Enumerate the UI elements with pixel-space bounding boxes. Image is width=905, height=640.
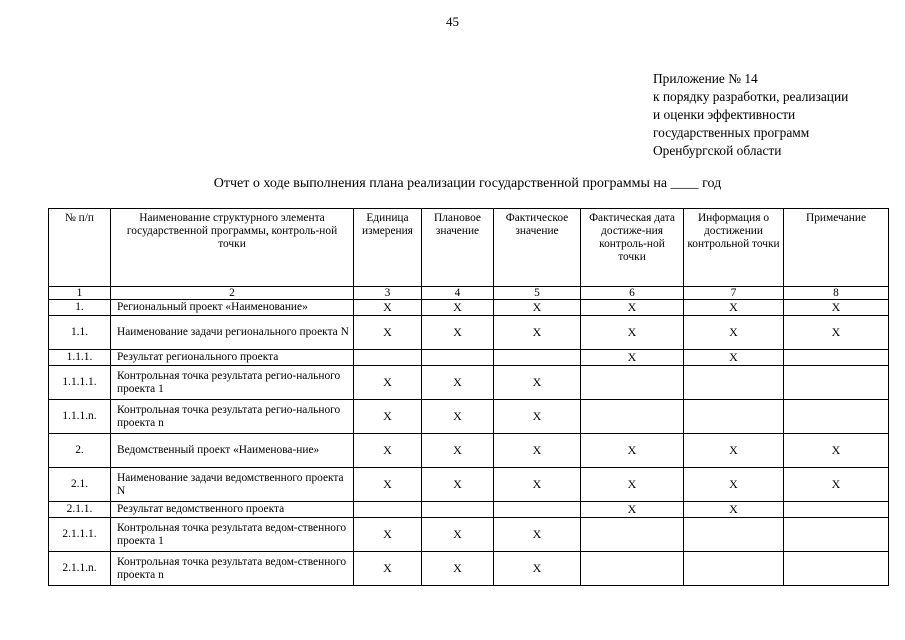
cell-planned [422,502,494,518]
cell-actual-date [581,400,684,434]
cell-actual-date: X [581,468,684,502]
cell-actual-date [581,518,684,552]
appendix-line: Оренбургской области [653,143,782,158]
cell-planned: X [422,366,494,400]
row-name: Контрольная точка результата ведом-ственного проекта n [111,552,354,586]
row-number: 2.1.1.n. [49,552,111,586]
row-number: 1.1.1.n. [49,400,111,434]
appendix-line: к порядку разработки, реализации [653,89,849,104]
cell-planned: X [422,300,494,316]
cell-actual: X [494,468,581,502]
cell-info: X [684,434,784,468]
cell-unit: X [354,300,422,316]
header-cell: Наименование структурного элемента государственной программы, контроль-ной точки [111,209,354,287]
row-name: Наименование задачи ведомственного проекта N [111,468,354,502]
column-number: 4 [422,287,494,300]
column-number: 6 [581,287,684,300]
appendix-line: Приложение № 14 [653,71,758,86]
row-number: 1. [49,300,111,316]
cell-note [784,502,889,518]
row-number: 1.1.1.1. [49,366,111,400]
page-number: 45 [446,14,459,29]
cell-note [784,366,889,400]
column-number: 5 [494,287,581,300]
table-row [49,366,889,400]
cell-actual-date: X [581,350,684,366]
report-table [48,208,889,586]
column-number: 1 [49,287,111,300]
cell-actual-date [581,552,684,586]
cell-actual: X [494,316,581,350]
column-number: 7 [684,287,784,300]
row-number: 1.1.1. [49,350,111,366]
cell-note [784,552,889,586]
cell-planned: X [422,468,494,502]
cell-planned: X [422,400,494,434]
table-row [49,502,889,518]
cell-info [684,400,784,434]
cell-note [784,400,889,434]
table-row [49,316,889,350]
table-row [49,468,889,502]
appendix-block [653,70,903,160]
cell-note: X [784,468,889,502]
row-name: Результат ведомственного проекта [111,502,354,518]
cell-unit: X [354,518,422,552]
row-name: Наименование задачи регионального проекта N [111,316,354,350]
cell-planned: X [422,316,494,350]
column-number-row [49,287,889,300]
cell-actual-date: X [581,502,684,518]
cell-unit: X [354,552,422,586]
row-name: Ведомственный проект «Наименова-ние» [111,434,354,468]
row-name: Контрольная точка результата регио-нального проекта n [111,400,354,434]
cell-note [784,518,889,552]
cell-actual: X [494,434,581,468]
cell-unit [354,502,422,518]
header-cell: Единица измерения [354,209,422,287]
cell-actual: X [494,552,581,586]
column-number: 8 [784,287,889,300]
cell-note: X [784,316,889,350]
cell-actual-date: X [581,300,684,316]
header-cell: Примечание [784,209,889,287]
cell-unit [354,350,422,366]
cell-actual [494,502,581,518]
cell-info: X [684,316,784,350]
cell-info [684,366,784,400]
cell-actual: X [494,400,581,434]
cell-note [784,350,889,366]
header-cell: Фактическая дата достиже-ния контроль-ной точки [581,209,684,287]
table-row [49,400,889,434]
cell-actual: X [494,300,581,316]
table-row [49,434,889,468]
cell-planned: X [422,434,494,468]
cell-info [684,552,784,586]
cell-actual-date: X [581,316,684,350]
table-row [49,300,889,316]
cell-actual-date: X [581,434,684,468]
row-number: 1.1. [49,316,111,350]
cell-unit: X [354,366,422,400]
row-name: Контрольная точка результата регио-нального проекта 1 [111,366,354,400]
cell-unit: X [354,316,422,350]
cell-info: X [684,468,784,502]
cell-actual-date [581,366,684,400]
cell-info: X [684,350,784,366]
header-cell: № п/п [49,209,111,287]
cell-unit: X [354,400,422,434]
cell-actual [494,350,581,366]
column-number: 3 [354,287,422,300]
column-number: 2 [111,287,354,300]
row-number: 2. [49,434,111,468]
header-cell: Фактическое значение [494,209,581,287]
cell-planned: X [422,518,494,552]
cell-planned [422,350,494,366]
cell-unit: X [354,434,422,468]
cell-info: X [684,502,784,518]
cell-note: X [784,434,889,468]
cell-note: X [784,300,889,316]
header-row [49,209,889,287]
cell-unit: X [354,468,422,502]
cell-info: X [684,300,784,316]
row-name: Региональный проект «Наименование» [111,300,354,316]
cell-info [684,518,784,552]
table-row [49,518,889,552]
row-name: Результат регионального проекта [111,350,354,366]
header-cell: Информация о достижении контрольной точки [684,209,784,287]
table-row [49,552,889,586]
appendix-line: и оценки эффективности [653,107,796,122]
appendix-line: государственных программ [653,125,810,140]
report-title: Отчет о ходе выполнения плана реализации государственной программы на ____ год [213,176,722,191]
table-row [49,350,889,366]
row-number: 2.1.1.1. [49,518,111,552]
cell-actual: X [494,518,581,552]
row-number: 2.1.1. [49,502,111,518]
cell-planned: X [422,552,494,586]
row-name: Контрольная точка результата ведом-ственного проекта 1 [111,518,354,552]
cell-actual: X [494,366,581,400]
header-cell: Плановое значение [422,209,494,287]
row-number: 2.1. [49,468,111,502]
